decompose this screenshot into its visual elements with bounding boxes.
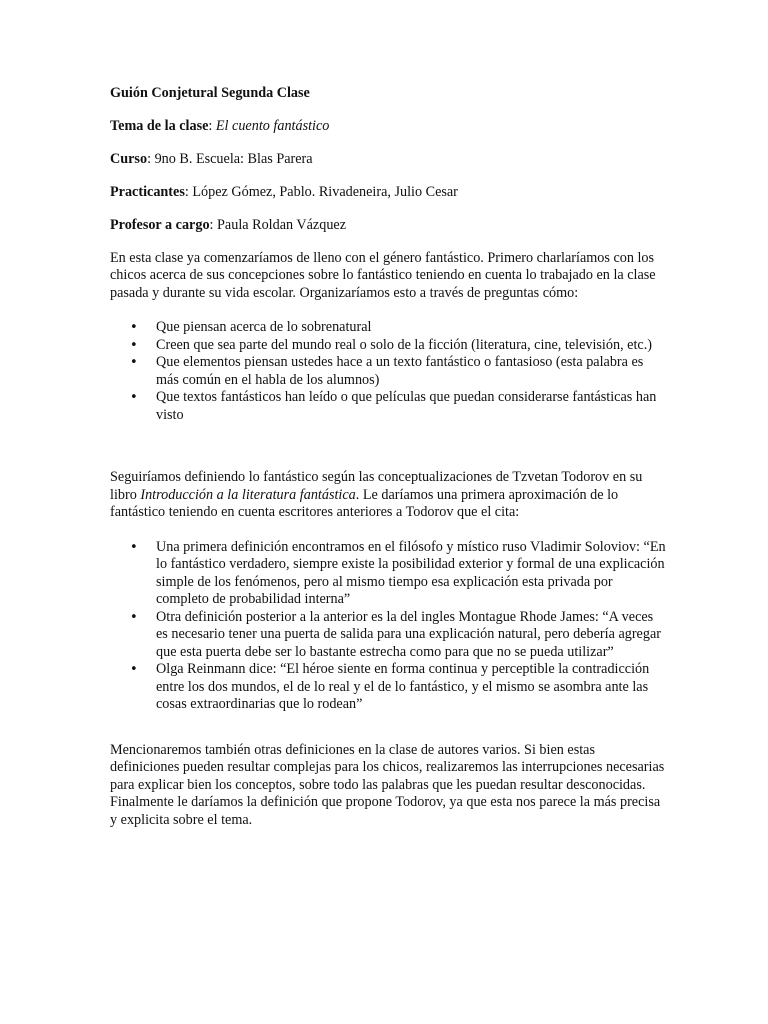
meta-teacher: Profesor a cargo: Paula Roldan Vázquez bbox=[110, 216, 347, 233]
meta-practitioners: Practicantes: López Gómez, Pablo. Rivadeneira, Julio Cesar bbox=[110, 183, 458, 200]
questions-list bbox=[110, 319, 666, 424]
list-item: • Que elementos piensan ustedes hace a un texto fantástico o fantasioso (esta palabra es más común en el habla de los alumnos) bbox=[110, 354, 666, 389]
closing-paragraph: Mencionaremos también otras definiciones en la clase de autores varios. Si bien estas definiciones pueden resultar complejas para los chicos, realizaremos las interrupciones necesarias para explicar bien los conceptos, sobre todo las palabras que les puedan resultar desconocidas. bbox=[110, 741, 665, 793]
meta-label: Practicantes bbox=[110, 183, 185, 200]
list-item: • Otra definición posterior a la anterior es la del ingles Montague Rhode James: “A veces es necesario tener una puerta de salida para una explicación natural, pero debería agregar que esta puerta debe ser lo bastante estrecha como para que no se pueda utilizar” bbox=[110, 609, 666, 662]
meta-value: 9no B. Escuela: Blas Parera bbox=[154, 150, 313, 167]
list-item: • Una primera definición encontramos en el filósofo y místico ruso Vladimir Soloviov: “En lo fantástico verdadero, siempre existe la posibilidad exterior y formal de una explicación simple de los fenómenos, pero al mismo tiempo esa explicación esta privada por completo de probabilidad interna” bbox=[110, 539, 666, 609]
todorov-paragraph bbox=[110, 469, 666, 522]
meta-label: Profesor a cargo bbox=[110, 216, 210, 233]
meta-course: Curso: 9no B. Escuela: Blas Parera bbox=[110, 150, 313, 167]
todorov-text-before: Seguiríamos definiendo lo fantástico según las conceptualizaciones de Tzvetan Todorov en su libro bbox=[110, 469, 643, 503]
todorov-text-after: . Le daríamos una primera aproximación de lo fantástico teniendo en cuenta escritores anteriores a Todorov que el cita: bbox=[110, 486, 619, 520]
list-item: • Que piensan acerca de lo sobrenatural bbox=[110, 319, 666, 337]
meta-topic: Tema de la clase: El cuento fantástico bbox=[110, 117, 330, 134]
meta-value: El cuento fantástico bbox=[215, 117, 330, 134]
list-item: • Creen que sea parte del mundo real o solo de la ficción (literatura, cine, televisión, etc.) bbox=[110, 337, 666, 355]
list-item: • Olga Reinmann dice: “El héroe siente en forma continua y perceptible la contradicción entre los dos mundos, el de lo real y el de lo fantástico, y el mismo se asombra ante las cosas extraordinarias que lo rodean” bbox=[110, 661, 666, 714]
final-paragraph: Finalmente le daríamos la definición que propone Todorov, ya que esta nos parece la más precisa y explicita sobre el tema. bbox=[110, 794, 661, 828]
intro-paragraph: En esta clase ya comenzaríamos de lleno con el género fantástico. Primero charlaríamos con los chicos acerca de sus concepciones sobre lo fantástico teniendo en cuenta lo trabajado en la clase pasada y durante su vida escolar. Organizaríamos esto a través de preguntas cómo: bbox=[110, 249, 656, 301]
document-title: Guión Conjetural Segunda Clase bbox=[110, 85, 310, 101]
meta-value: Paula Roldan Vázquez bbox=[217, 216, 347, 233]
meta-label: Tema de la clase bbox=[110, 117, 209, 134]
list-item: • Que textos fantásticos han leído o que películas que puedan considerarse fantásticas han visto bbox=[110, 389, 666, 424]
document-body bbox=[110, 85, 666, 829]
definitions-list bbox=[110, 539, 666, 714]
meta-value: López Gómez, Pablo. Rivadeneira, Julio Cesar bbox=[192, 183, 458, 200]
meta-label: Curso bbox=[110, 150, 148, 167]
todorov-book-title: Introducción a la literatura fantástica bbox=[140, 486, 356, 503]
